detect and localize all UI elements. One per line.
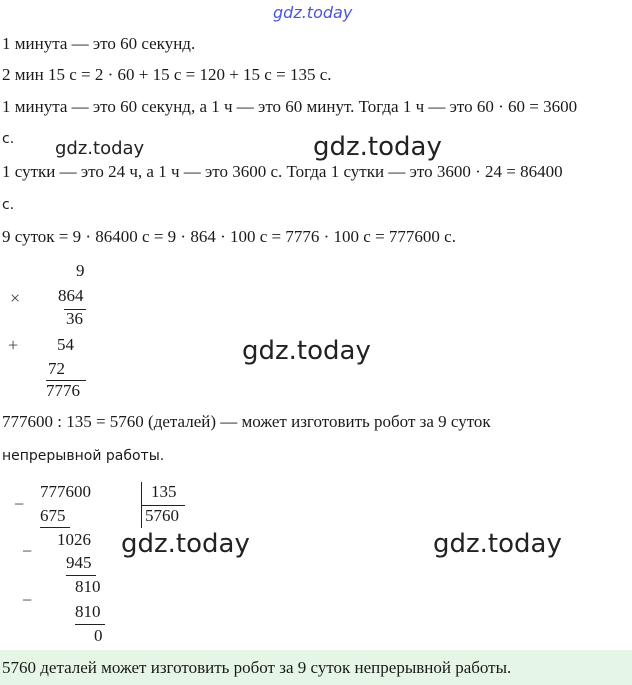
- line-division-result: 777600 : 135 = 5760 (деталей) — может изготовить робот за 9 суток: [2, 412, 491, 431]
- mult-factor-b: 864: [58, 286, 84, 305]
- mult-result: 7776: [46, 381, 80, 400]
- line-continuous-work: непрерывной работы.: [2, 448, 165, 464]
- mult-partial-1: 36: [66, 309, 83, 328]
- div-sub-2: 945: [66, 553, 92, 572]
- div-remainder-2: 810: [75, 577, 101, 596]
- mult-partial-3: 72: [48, 359, 65, 378]
- watermark-small: gdz.today: [55, 138, 145, 159]
- div-sub-3: 810: [75, 602, 101, 621]
- div-quotient: 5760: [145, 506, 179, 525]
- watermark-top: gdz.today: [273, 3, 353, 22]
- div-minus-2: −: [22, 541, 33, 561]
- line-minute: 1 минута — это 60 секунд.: [2, 34, 196, 53]
- div-rule-3: [75, 624, 105, 625]
- div-remainder-final: 0: [94, 626, 103, 645]
- div-remainder-1: 1026: [57, 530, 91, 549]
- div-minus-1: −: [14, 494, 25, 514]
- div-sub-1: 675: [40, 506, 66, 525]
- line-hour: 1 минута — это 60 секунд, а 1 ч — это 60 минут. Тогда 1 ч — это 60 · 60 = 3600: [2, 97, 578, 116]
- line-nine-days: 9 суток = 9 · 86400 с = 9 · 864 · 100 с = 7776 · 100 с = 777600 с.: [2, 227, 456, 246]
- div-dividend: 777600: [40, 482, 91, 501]
- div-rule-1: [40, 527, 70, 528]
- mult-times-sign: ×: [10, 288, 21, 308]
- line-day-unit: с.: [2, 197, 15, 213]
- answer-text: 5760 деталей может изготовить робот за 9 суток непрерывной работы.: [2, 657, 512, 677]
- watermark-2: gdz.today: [242, 336, 371, 366]
- answer-box: [0, 650, 632, 685]
- div-minus-3: −: [22, 590, 33, 610]
- div-rule-2: [66, 575, 96, 576]
- div-divisor: 135: [151, 482, 177, 501]
- mult-plus-sign: +: [8, 335, 19, 355]
- watermark-1: gdz.today: [313, 132, 442, 162]
- line-day: 1 сутки — это 24 ч, а 1 ч — это 3600 с. Тогда 1 сутки — это 3600 · 24 = 86400: [2, 162, 563, 181]
- mult-partial-2: 54: [57, 335, 74, 354]
- watermark-3: gdz.today: [121, 529, 250, 559]
- line-seconds-calc: 2 мин 15 с = 2 · 60 + 15 с = 120 + 15 с = 135 с.: [2, 65, 332, 84]
- line-hour-unit: с.: [2, 131, 15, 147]
- watermark-4: gdz.today: [433, 529, 562, 559]
- mult-factor-a: 9: [76, 261, 85, 280]
